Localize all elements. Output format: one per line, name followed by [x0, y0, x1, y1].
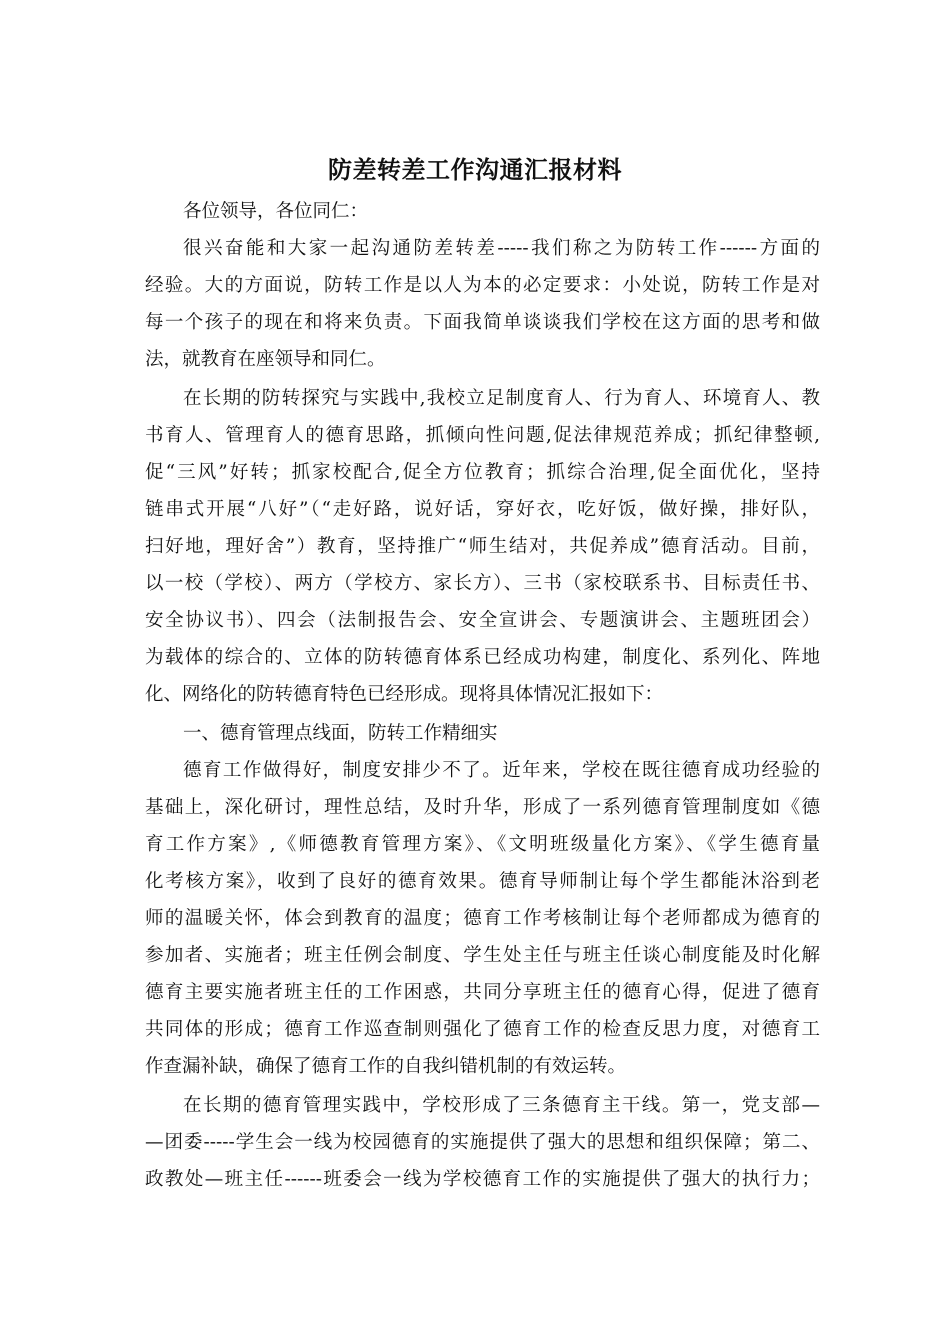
- paragraph-line: 法，就教育在座领导和同仁。: [145, 349, 386, 370]
- paragraph-line: 很兴奋能和大家一起沟通防差转差-----我们称之为防转工作------方面的: [183, 238, 820, 259]
- paragraph-line: 德育主要实施者班主任的工作困惑，共同分享班主任的德育心得，促进了德育: [145, 982, 820, 1003]
- paragraph-line: 每一个孩子的现在和将来负责。下面我简单谈谈我们学校在这方面的思考和做: [145, 312, 820, 333]
- paragraph-line: 化考核方案》，收到了良好的德育效果。德育导师制让每个学生都能沐浴到老: [145, 871, 820, 892]
- paragraph-line: 师的温暖关怀，体会到教育的温度；德育工作考核制让每个老师都成为德育的: [145, 908, 820, 929]
- paragraph-line: 安全协议书）、四会（法制报告会、安全宣讲会、专题演讲会、主题班团会）: [145, 610, 820, 631]
- paragraph-line: 育工作方案》,《师德教育管理方案》、《文明班级量化方案》、《学生德育量: [145, 834, 820, 855]
- paragraph-line: 在长期的德育管理实践中，学校形成了三条德育主干线。第一，党支部—: [183, 1095, 820, 1116]
- paragraph-line: 以一校（学校）、两方（学校方、家长方）、三书（家校联系书、目标责任书、: [145, 573, 820, 594]
- paragraph-line: 在长期的防转探究与实践中,我校立足制度育人、行为育人、环境育人、教: [183, 388, 820, 409]
- paragraph-line: 为载体的综合的、立体的防转德育体系已经成功构建，制度化、系列化、阵地: [145, 647, 820, 668]
- section-heading: 一、德育管理点线面，防转工作精细实: [183, 723, 498, 744]
- paragraph-line: 德育工作做得好，制度安排少不了。近年来，学校在既往德育成功经验的: [183, 760, 820, 781]
- paragraph-line: 链串式开展“八好”（“走好路，说好话，穿好衣，吃好饭，做好操，排好队，: [145, 499, 820, 520]
- paragraph-line: 作查漏补缺，确保了德育工作的自我纠错机制的有效运转。: [145, 1056, 627, 1077]
- salutation: 各位领导，各位同仁：: [183, 201, 369, 222]
- paragraph-line: 促“三风”好转；抓家校配合,促全方位教育；抓综合治理,促全面优化，坚持: [145, 462, 820, 483]
- paragraph-line: 基础上，深化研讨，理性总结，及时升华，形成了一系列德育管理制度如《德: [145, 797, 820, 818]
- paragraph-line: 化、网络化的防转德育特色已经形成。现将具体情况汇报如下：: [145, 684, 664, 705]
- document-title: 防差转差工作沟通汇报材料: [328, 155, 622, 184]
- paragraph-line: —团委-----学生会一线为校园德育的实施提供了强大的思想和组织保障；第二、: [145, 1132, 820, 1153]
- paragraph-line: 经验。大的方面说，防转工作是以人为本的必定要求：小处说，防转工作是对: [145, 275, 820, 296]
- paragraph-line: 共同体的形成；德育工作巡查制则强化了德育工作的检查反思力度，对德育工: [145, 1019, 820, 1040]
- paragraph-line: 扫好地，理好舍”）教育，坚持推广“师生结对，共促养成”德育活动。目前，: [145, 536, 820, 557]
- paragraph-line: 书育人、管理育人的德育思路，抓倾向性问题,促法律规范养成；抓纪律整顿,: [145, 425, 820, 446]
- paragraph-line: 政教处—班主任------班委会一线为学校德育工作的实施提供了强大的执行力；: [145, 1169, 820, 1190]
- paragraph-line: 参加者、实施者；班主任例会制度、学生处主任与班主任谈心制度能及时化解: [145, 945, 820, 966]
